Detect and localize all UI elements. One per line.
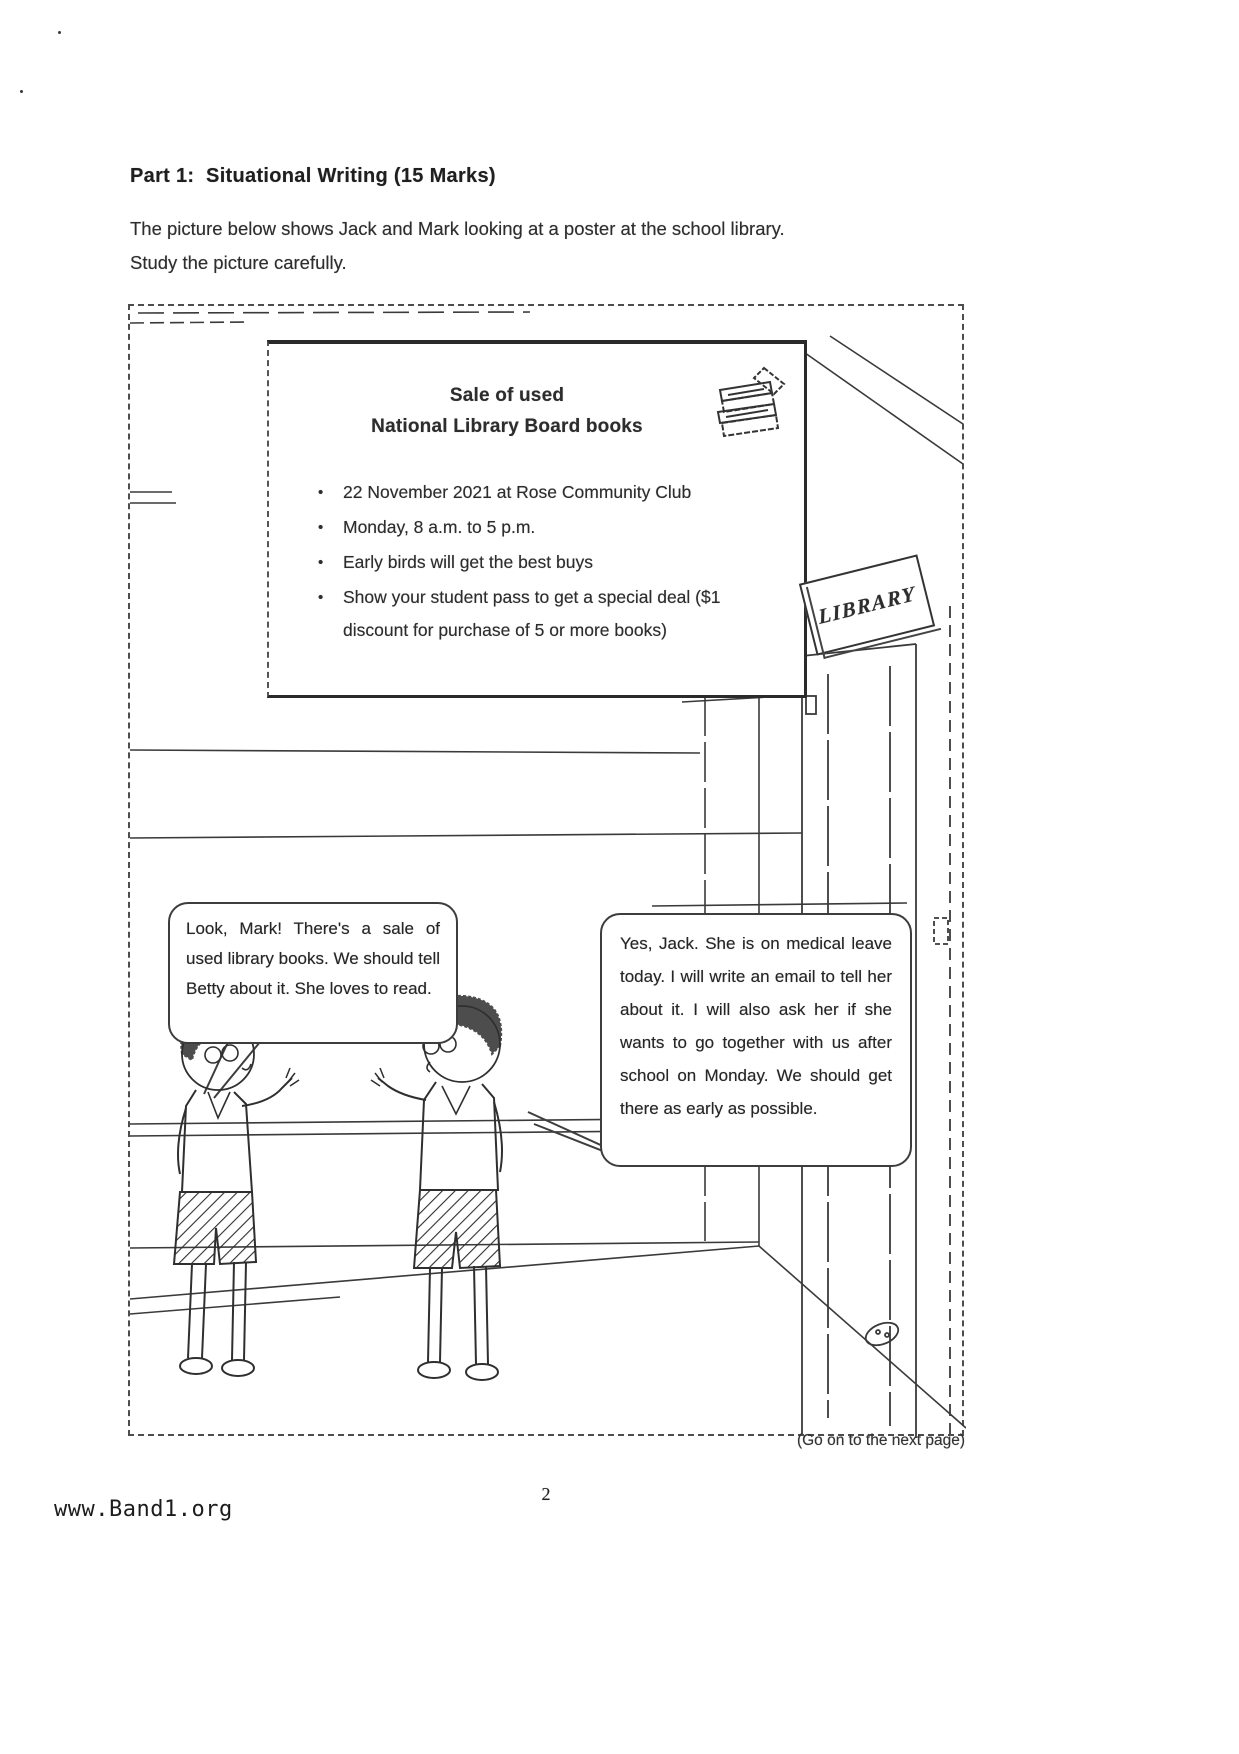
mark-shorts [414,1190,500,1268]
jack-raised-arm [242,1078,292,1106]
jack-glasses-icon [222,1045,238,1061]
illustration-frame [128,304,964,1436]
poster-title-line-1: Sale of used [449,385,565,406]
mark-shoe [418,1362,450,1378]
intro-paragraph [130,212,930,280]
jack-speech-text: Look, Mark! There's a sale of used library books. We should tell Betty about it. She loves to read. [186,919,440,998]
mark-hand [371,1068,384,1086]
poster-bullet-item: • Monday, 8 a.m. to 5 p.m. [315,511,788,544]
speech-bubble-tails [204,1042,636,1164]
poster-bullet-item: • Early birds will get the best buys [315,546,788,579]
jack-figure [174,1006,299,1376]
page-title: Part 1: Situational Writing (15 Marks) [130,165,496,187]
mark-smile [427,1062,430,1072]
speech-bubble-jack [168,902,458,1044]
jack-shorts [174,1192,256,1264]
library-sign-label: LIBRARY [816,580,918,629]
jack-shoe [222,1360,254,1376]
jack-shoe [180,1358,212,1374]
books-stack-icon [710,362,790,452]
next-page-note: (Go on to the next page) [796,1432,965,1449]
intro-line-1: The picture below shows Jack and Mark looking at a poster at the school library. [130,218,785,239]
jack-vest [182,1090,252,1192]
mark-figure [371,996,502,1380]
poster-bullet-item: • 22 November 2021 at Rose Community Club [315,476,788,509]
jack-smile [242,1064,251,1070]
poster-title [281,380,733,442]
door-hinge-icon [806,696,816,714]
poster-title-line-2: National Library Board books [371,416,643,437]
mark-shoe [466,1364,498,1380]
intro-line-2: Study the picture carefully. [130,252,347,273]
scan-artifact-dot [58,31,61,34]
page-number: 2 [541,1484,551,1504]
watermark-url: www.Band1.org [54,1497,233,1522]
poster [267,340,807,698]
door-keyplate-icon [862,1318,901,1349]
mark-raised-arm [378,1078,426,1100]
jack-glasses-icon [205,1047,221,1063]
speech-bubble-mark [600,913,912,1167]
poster-bullet-list [315,476,788,649]
mark-vest [420,1082,498,1190]
mark-speech-text: Yes, Jack. She is on medical leave today. I will write an email to tell her about it. I will also ask her if she wants to go together with us after school on Monday. We should get there as early as possible. [620,934,892,1118]
scan-artifact-dot [20,90,23,93]
poster-bullet-item: • Show your student pass to get a special deal ($1 discount for purchase of 5 or more books) [315,581,788,647]
